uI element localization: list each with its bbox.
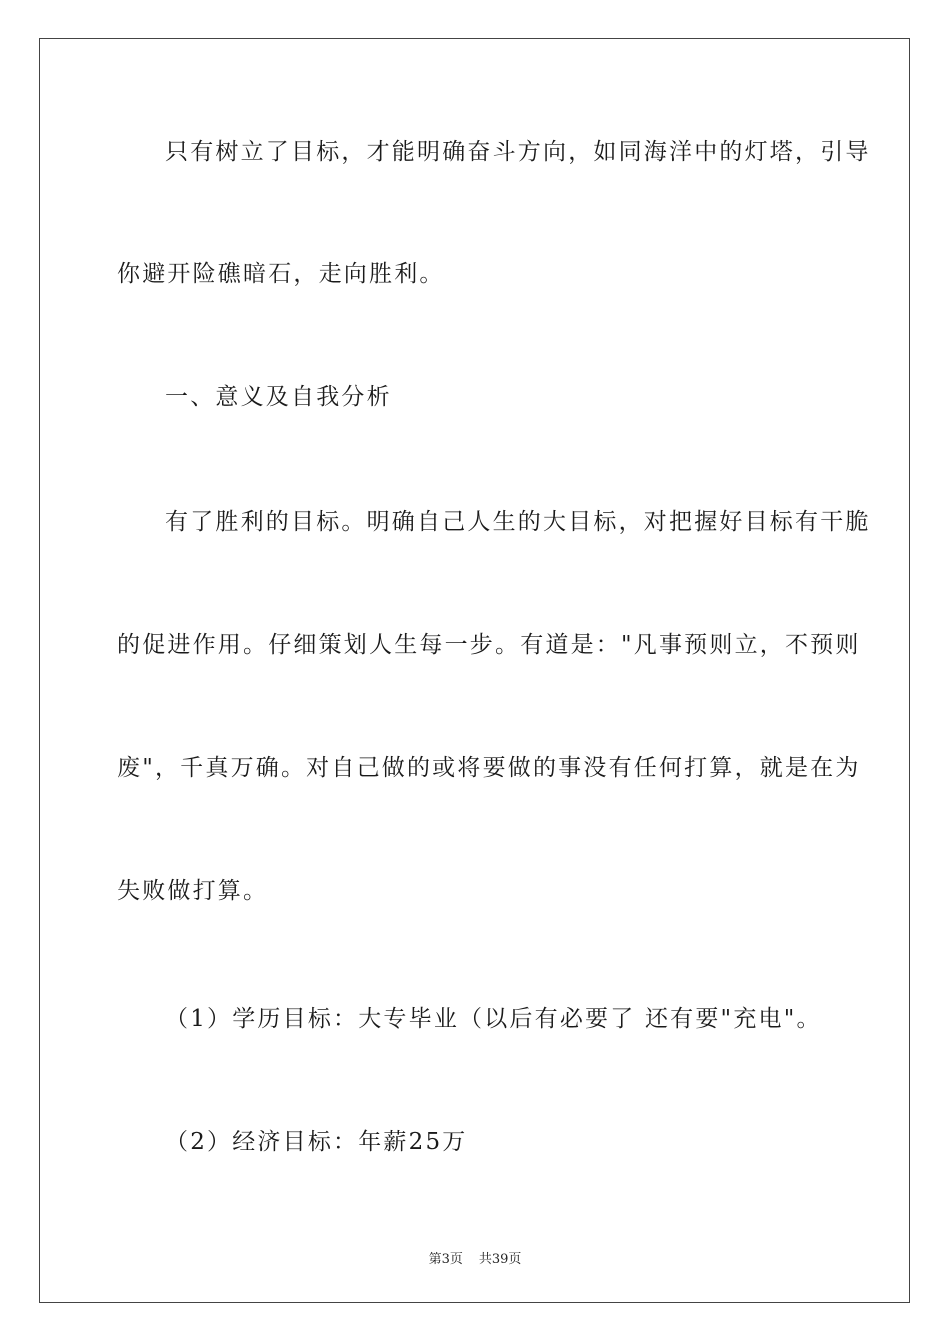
paragraph-line-6: 失败做打算。 — [117, 878, 269, 904]
total-pages: 共39页 — [478, 1252, 522, 1267]
section-heading: 一、意义及自我分析 — [165, 384, 392, 410]
page-number: 第3页 — [428, 1252, 463, 1267]
paragraph-line-5: 废"，千真万确。对自己做的或将要做的事没有任何打算，就是在为 — [117, 755, 861, 781]
paragraph-line-3: 有了胜利的目标。明确自己人生的大目标，对把握好目标有干脆 — [165, 509, 871, 535]
paragraph-line-2: 你避开险礁暗石，走向胜利。 — [117, 261, 445, 287]
paragraph-line-4: 的促进作用。仔细策划人生每一步。有道是："凡事预则立，不预则 — [117, 632, 861, 658]
list-item-education-goal: （1）学历目标：大专毕业（以后有必要了 还有要"充电"。 — [165, 1006, 822, 1032]
paragraph-line-1: 只有树立了目标，才能明确奋斗方向，如同海洋中的灯塔，引导 — [165, 139, 871, 165]
page-footer — [0, 1248, 950, 1267]
page-border — [39, 38, 910, 1303]
list-item-economic-goal: （2）经济目标：年薪25万 — [165, 1129, 468, 1155]
